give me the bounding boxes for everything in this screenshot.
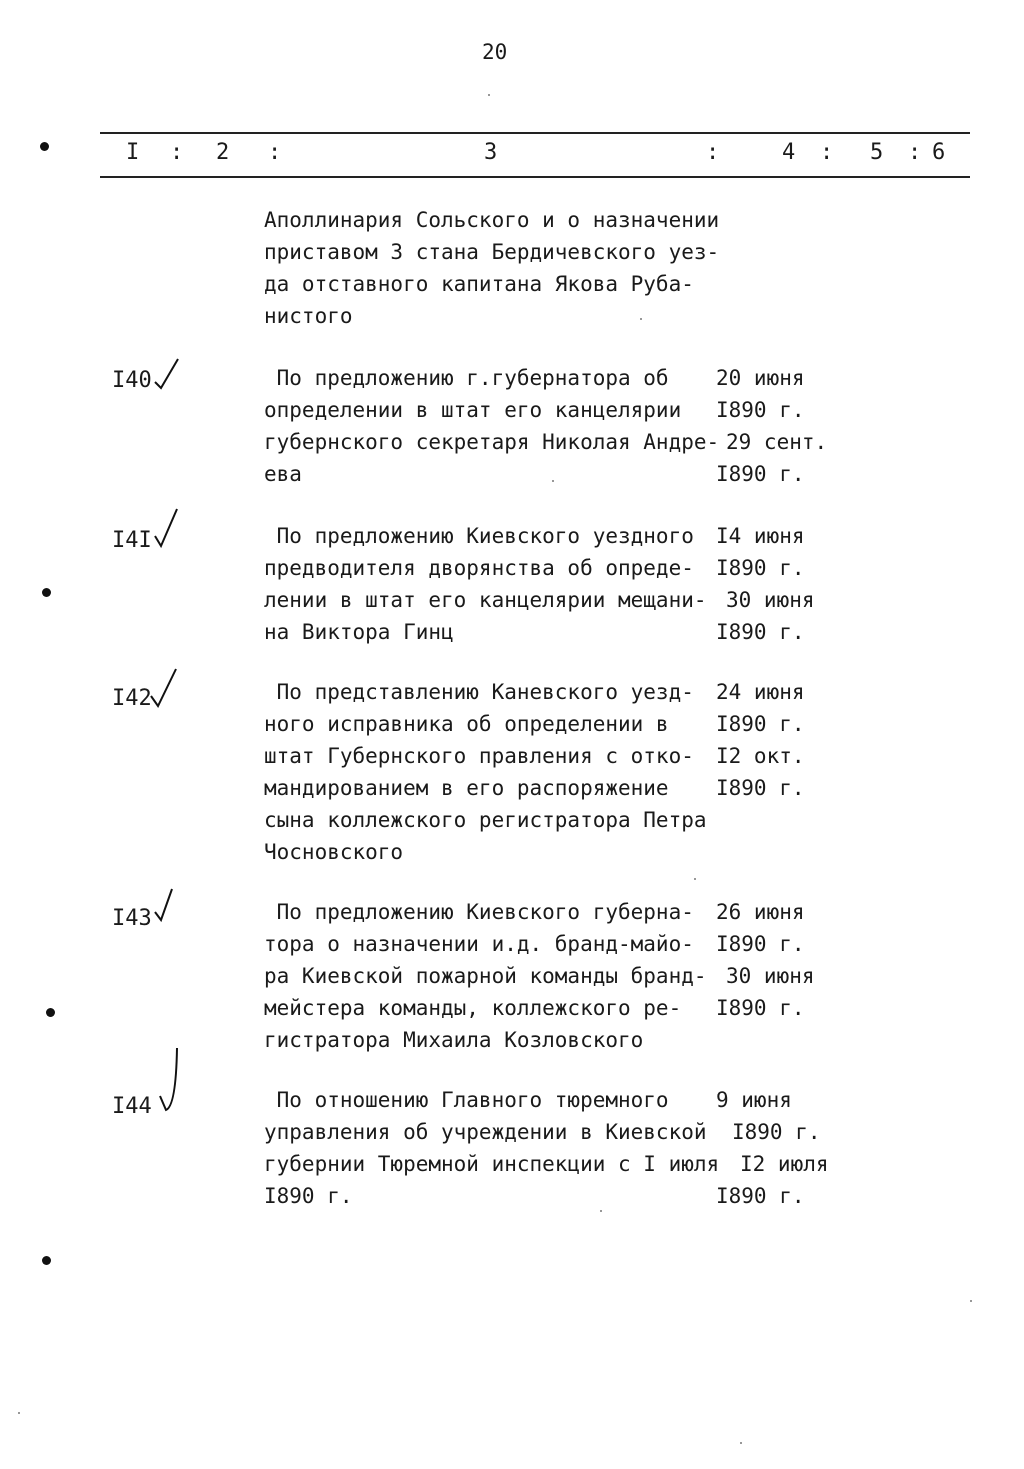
checkmark-icon: [156, 1044, 186, 1116]
date-line: I4 июня: [716, 524, 805, 548]
column-header-1: I: [126, 140, 140, 165]
column-separator: :: [170, 140, 184, 165]
date-line: 20 июня: [716, 366, 805, 390]
scan-speck: [740, 1442, 742, 1444]
description-line: По предложению г.губернатора об: [264, 366, 669, 390]
column-separator: :: [908, 140, 922, 165]
record-number: I4I: [112, 528, 152, 553]
date-line: I890 г.: [716, 932, 805, 956]
description-line: сына коллежского регистратора Петра: [264, 808, 707, 832]
description-line: По отношению Главного тюремного: [264, 1088, 669, 1112]
description-line: Аполлинария Сольского и о назначении: [264, 208, 720, 232]
date-line: 30 июня: [726, 964, 815, 988]
date-line: I890 г.: [716, 556, 805, 580]
header-rule-top: [100, 132, 970, 134]
date-line: I890 г.: [716, 1184, 805, 1208]
column-header-6: 6: [932, 140, 946, 165]
description-line: тора о назначении и.д. бранд-майо-: [264, 932, 694, 956]
date-line: I890 г.: [716, 776, 805, 800]
column-separator: :: [706, 140, 720, 165]
description-line: По предложению Киевского уездного: [264, 524, 694, 548]
scan-speck: [552, 480, 554, 482]
checkmark-icon: [148, 666, 182, 710]
date-line: I890 г.: [716, 996, 805, 1020]
column-separator: :: [820, 140, 834, 165]
date-line: 24 июня: [716, 680, 805, 704]
description-line: гистратора Михаила Козловского: [264, 1028, 644, 1052]
date-line: I890 г.: [732, 1120, 821, 1144]
date-line: 29 сент.: [726, 430, 828, 454]
date-line: I890 г.: [716, 712, 805, 736]
description-line: Чосновского: [264, 840, 404, 864]
record-number: I44: [112, 1094, 152, 1119]
description-line: штат Губернского правления с отко-: [264, 744, 694, 768]
description-line: губернии Тюремной инспекции с I июля: [264, 1152, 720, 1176]
description-line: ева: [264, 462, 302, 486]
description-line: предводителя дворянства об опреде-: [264, 556, 694, 580]
column-separator: :: [268, 140, 282, 165]
checkmark-icon: [152, 506, 182, 550]
scan-speck: [18, 1412, 20, 1414]
date-line: 9 июня: [716, 1088, 792, 1112]
date-line: I2 окт.: [716, 744, 805, 768]
scan-speck: [970, 1300, 972, 1302]
scan-speck: [640, 318, 642, 320]
scan-speck: [694, 878, 696, 880]
description-line: По предложению Киевского губерна-: [264, 900, 694, 924]
binder-hole: [42, 588, 51, 597]
description-line: мандированием в его распоряжение: [264, 776, 669, 800]
date-line: 30 июня: [726, 588, 815, 612]
description-line: губернского секретаря Николая Андре-: [264, 430, 720, 454]
description-line: управления об учреждении в Киевской: [264, 1120, 707, 1144]
date-line: 26 июня: [716, 900, 805, 924]
record-number: I43: [112, 906, 152, 931]
column-header-2: 2: [216, 140, 230, 165]
column-header-3: 3: [484, 140, 498, 165]
description-line: ного исправника об определении в: [264, 712, 669, 736]
description-line: лении в штат его канцелярии мещани-: [264, 588, 707, 612]
record-number: I42: [112, 686, 152, 711]
scan-speck: [600, 1210, 602, 1212]
binder-hole: [40, 142, 49, 151]
description-line: мейстера команды, коллежского ре-: [264, 996, 682, 1020]
date-line: I890 г.: [716, 462, 805, 486]
binder-hole: [42, 1256, 51, 1265]
description-line: По представлению Каневского уезд-: [264, 680, 694, 704]
header-rule-bottom: [100, 176, 970, 178]
date-line: I2 июля: [740, 1152, 829, 1176]
column-header-4: 4: [782, 140, 796, 165]
description-line: определении в штат его канцелярии: [264, 398, 682, 422]
description-line: приставом 3 стана Бердичевского уез-: [264, 240, 720, 264]
checkmark-icon: [152, 356, 182, 392]
checkmark-icon: [152, 886, 180, 926]
description-line: I890 г.: [264, 1184, 353, 1208]
description-line: да отставного капитана Якова Руба-: [264, 272, 694, 296]
record-number: I40: [112, 368, 152, 393]
date-line: I890 г.: [716, 398, 805, 422]
description-line: нистого: [264, 304, 353, 328]
binder-hole: [46, 1008, 55, 1017]
description-line: ра Киевской пожарной команды бранд-: [264, 964, 707, 988]
scan-speck: [488, 94, 490, 96]
page-number: 20: [482, 40, 508, 64]
description-line: на Виктора Гинц: [264, 620, 454, 644]
column-header-5: 5: [870, 140, 884, 165]
date-line: I890 г.: [716, 620, 805, 644]
